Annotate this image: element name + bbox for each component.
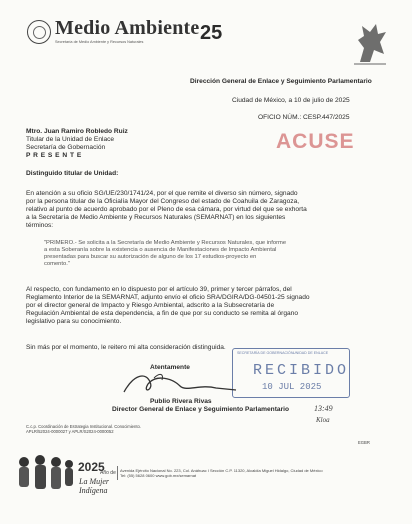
oficio-number: OFICIO NÚM.: CESP.447/2025 (258, 114, 350, 121)
footer-year: 2025 (78, 460, 105, 474)
atentamente: Atentamente (150, 364, 190, 371)
salutation: Distinguido titular de Unidad: (26, 170, 119, 177)
office-heading: Dirección General de Enlace y Seguimiento Parlamentario (190, 78, 372, 85)
footer-mujer-line: Indígena (79, 485, 108, 495)
semarnat-seal-icon (27, 20, 51, 44)
ccp-line: C.c.p. Coordinación de Estrategia Institucional. Conocimiento. (26, 424, 141, 429)
quote-line: presentadas para buscar su autorización de alguno de los 17 estudios-proyecto en (44, 254, 257, 260)
closing: Sin más por el momento, le reitero mi alta consideración distinguida. (26, 344, 226, 351)
recipient-name: Mtro. Juan Ramiro Robledo Ruiz (26, 128, 128, 135)
stamp-header-right: UNIDAD DE ENLACE (293, 351, 329, 355)
quote-line: a esta Soberanía sobre la existencia o ausencia de Manifestaciones de Impacto Ambiental (44, 247, 277, 253)
handwritten-signature (120, 364, 240, 402)
eagle-emblem-icon (350, 18, 390, 66)
quote-line: comento." (44, 261, 70, 267)
indigenous-women-illustration-icon (14, 452, 76, 496)
handwritten-time: 13:49 (314, 404, 333, 413)
paragraph-line: a la Secretaría de Medio Ambiente y Recursos Naturales (SEMARNAT) en los siguientes (26, 214, 286, 221)
ccp-line: APLR/52024-0000027 y APLR/S2024-0000052 (26, 429, 114, 434)
footer-address-line: Tel: (55) 5628 0600 www.gob.mx/semarnat (120, 473, 197, 478)
paragraph-line: legislativo para su conocimiento. (26, 318, 122, 325)
footer-address (120, 468, 323, 478)
paragraph-line: por el director general de Impacto y Riesgo Ambiental, adscrito a la Subsecretaría de (26, 302, 275, 309)
signer-title: Director General de Enlace y Seguimiento Parlamentario (112, 406, 289, 413)
handwritten-initials: Kloa (316, 416, 330, 424)
paragraph-line: Reglamento Interior de la SEMARNAT, adjunto envío el oficio SRA/DGIRA/DG-04501-25 signado (26, 294, 310, 301)
anniversary-logo: 25 (200, 22, 223, 44)
paragraph-line: Al respecto, con fundamento en lo dispuesto por el artículo 39, primer y tercer párrafos, del (26, 286, 292, 293)
footer-mujer (79, 478, 109, 495)
recibido-date: 10 JUL 2025 (262, 382, 322, 392)
footer-mujer-line: La Mujer (79, 477, 109, 486)
paragraph-line: por la persona titular de la Oficialía Mayor del Congreso del estado de Coahuila de Zaragoza, (26, 198, 300, 205)
recibido-label: RECIBIDO (253, 362, 350, 379)
footer-year-sub: Año de (100, 470, 116, 476)
paragraph-line: relativo al punto de acuerdo aprobado por el Pleno de esa cámara, por virtud del que se exhorta (26, 206, 307, 213)
brand-subtitle: Secretaría de Medio Ambiente y Recursos Naturales (55, 40, 144, 44)
quote-line: "PRIMERO.- Se solicita a la Secretaría de Medio Ambiente y Recursos Naturales, que informe (44, 240, 287, 246)
paragraph-line: Regulación Ambiental de esta dependencia, a fin de que por su conducto se remita al órgano (26, 310, 298, 317)
stamp-header-left: SECRETARÍA DE GOBERNACIÓN (237, 351, 294, 355)
recipient-title-2: Secretaría de Gobernación (26, 144, 106, 151)
brand-title: Medio Ambiente (55, 17, 200, 39)
footer-address-line: Avenida Ejército Nacional No. 223, Col. Anáhuac I Sección C.P. 11320, Alcaldía Miguel Hidalgo, Ciudad de México (120, 468, 323, 473)
acuse-stamp: ACUSE (276, 130, 355, 153)
paragraph-line: términos: (26, 222, 54, 229)
initials: EGBR (358, 440, 370, 445)
footer-divider (117, 466, 118, 480)
place-date: Ciudad de México, a 10 de julio de 2025 (232, 97, 350, 104)
presente: P R E S E N T E (26, 152, 82, 159)
recipient-title-1: Titular de la Unidad de Enlace (26, 136, 115, 143)
signer-name: Publio Rivera Rivas (150, 398, 212, 405)
paragraph-line: En atención a su oficio SG/UE/230/1741/24, por el que remite el diverso sin número, signado (26, 190, 298, 197)
